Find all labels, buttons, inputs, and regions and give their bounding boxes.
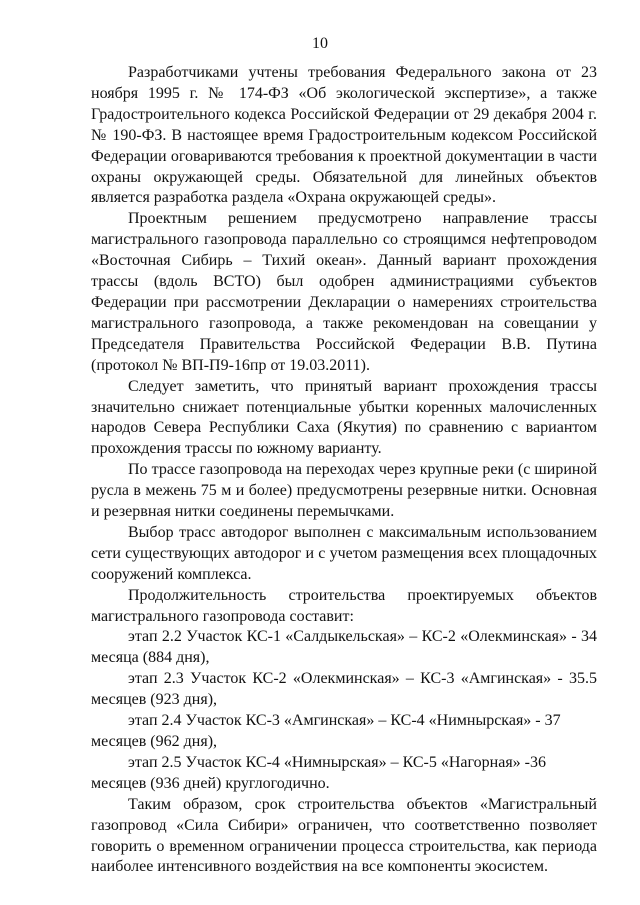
- stage-2-3-item: этап 2.3 Участок КС-2 «Олекминская» – КС-3 «Амгинская» - 35.5 месяцев (923 дня),: [91, 670, 597, 709]
- stage-2-2-item: этап 2.2 Участок КС-1 «Салдыкельская» – КС-2 «Олекминская» - 34 месяца (884 дня),: [91, 628, 597, 667]
- paragraph-construction-duration: Продолжительность строительства проектируемых объектов магистрального газопровода составит:: [91, 586, 597, 625]
- stage-2-4-item: этап 2.4 Участок КС-3 «Амгинская» – КС-4 «Нимнырская» - 37 месяцев (962 дня),: [91, 712, 561, 750]
- paragraph-conclusion: Таким образом, срок строительства объектов «Магистральный газопровод «Сила Сибири» ограничен, что соответственно позволяет говорить о временном ограничении процесса строительства, как периода наиболее интенсивного воздействия на все компоненты экосистем.: [91, 795, 597, 876]
- document-body: [91, 63, 597, 878]
- paragraph-route-decision: Проектным решением предусмотрено направление трассы магистрального газопровода параллельно со строящимся нефтепроводом «Восточная Сибирь – Тихий океан». Данный вариант прохождения трассы (вдоль ВСТО) был одобрен администрациями субъектов Федерации при рассмотрении Декларации о намерениях строительства магистрального газопровода, а также рекомендован на совещании у Председателя Правительства Российской Федерации В.В. Путина (протокол № ВП-П9-16пр от 19.03.2011).: [91, 210, 597, 374]
- paragraph-river-crossings: По трассе газопровода на переходах через крупные реки (с шириной русла в межень 75 м и более) предусмотрены резервные нитки. Основная и резервная нитки соединены перемычками.: [91, 461, 597, 521]
- paragraph-road-routes: Выбор трасс автодорог выполнен с максимальным использованием сети существующих автодорог и с учетом размещения всех площадочных сооружений комплекса.: [91, 523, 597, 583]
- paragraph-legal-requirements: Разработчиками учтены требования Федерального закона от 23 ноября 1995 г. № 174-ФЗ «Об экологической экспертизе», а также Градостроительного кодекса Российской Федерации от 29 декабря 2004 г. № 190-ФЗ. В настоящее время Градостроительным кодексом Российской Федерации оговариваются требования к проектной документации в части охраны окружающей среды. Обязательной для линейных объектов является разработка раздела «Охрана окружающей среды».: [91, 64, 597, 207]
- paragraph-indigenous-impact: Следует заметить, что принятый вариант прохождения трассы значительно снижает потенциальные убытки коренных малочисленных народов Севера Республики Саха (Якутия) по сравнению с вариантом прохождения трассы по южному варианту.: [91, 377, 597, 458]
- page-number: 10: [312, 35, 328, 52]
- stage-2-5-item: этап 2.5 Участок КС-4 «Нимнырская» – КС-5 «Нагорная» -36 месяцев (936 дней) круглогодично.: [91, 753, 547, 792]
